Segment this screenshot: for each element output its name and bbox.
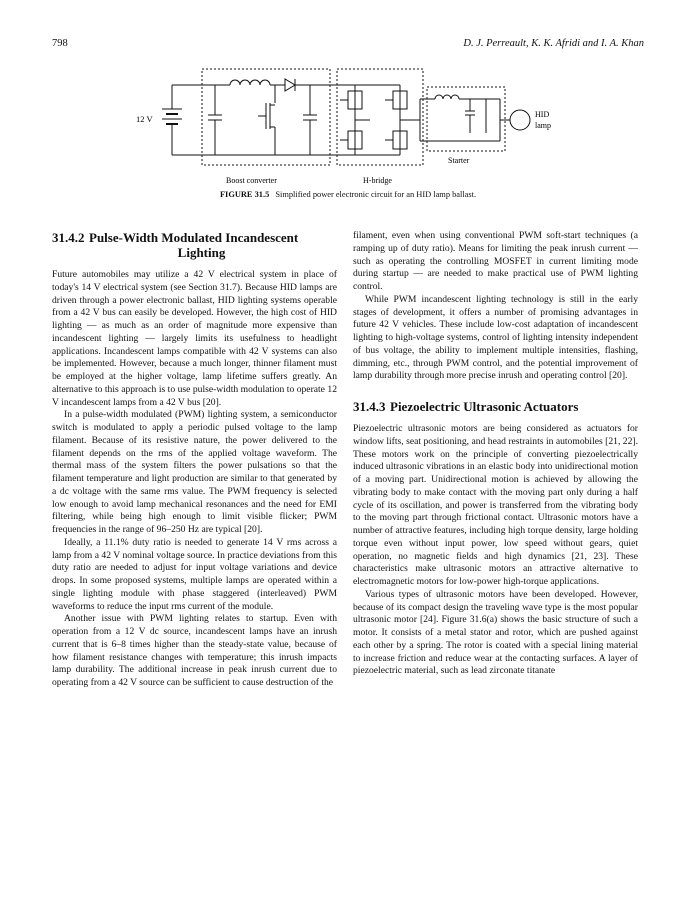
paragraph: Another issue with PWM lighting relates to startup. Even with operation from a 12 V dc source, incandescent lamps have an inrush current that is 6–8 times higher than the steady-state value, because of how filament resistance changes with temperature; this inrush impacts lamp durability. The additional increase in peak inrush current due to operating from a 42 V source can be sufficient to cause destruction of the: [52, 613, 337, 688]
figure-caption-text: Simplified power electronic circuit for an HID lamp ballast.: [275, 190, 477, 199]
starter-label: Starter: [448, 156, 470, 165]
right-column: [353, 230, 638, 678]
page-number: 798: [52, 38, 68, 49]
paragraph: filament, even when using conventional PWM soft-start techniques (a ramping up of duty ratio). Means for limiting the peak inrush current — such as operating the controlling MOSFET in current limiting mode during startup — are needed to make practical use of PWM lighting control.: [353, 230, 638, 292]
section-number: 31.4.3: [353, 399, 386, 414]
figure-caption: [0, 190, 696, 199]
paragraph: While PWM incandescent lighting technology is still in the early stages of development, it offers a number of promising advantages in future 42 V vehicles. These include low-cost adaptation of incandescent lighting to high-voltage systems, control of lighting intensity independent of bus voltage, the ability to implement multiple intensities, flashing, dimming, etc., through PWM control, and the potential improvement of lamp durability through more precise inrush and operating control [20].: [353, 293, 638, 382]
hid-lamp-symbol: [510, 110, 530, 130]
lamp-label-line2: lamp: [535, 121, 551, 130]
hid-ballast-circuit-diagram: [130, 63, 570, 195]
left-column: [52, 230, 337, 690]
paragraph: In a pulse-width modulated (PWM) lighting system, a semiconductor switch is modulated to apply a periodic pulsed voltage to the lamp filament. Because of its resistive nature, the power delivered to the filament depends on the rms of the applied voltage waveform. The thermal mass of the system filters the power pulsations so that the filament temperature and light production are similar to that generated by a dc voltage with the same rms value. The PWM frequency is selected low enough to avoid lamp mechanical resonances and the need for EMI filtering, while being high enough to limit visible flicker; PWM frequencies in the range of 96–250 Hz are typical [20].: [52, 409, 337, 535]
source-voltage-label: 12 V: [136, 114, 153, 124]
paragraph: Piezoelectric ultrasonic motors are being considered as actuators for window lifts, seat positioning, and head restraints in automobiles [21, 22]. These motors work on the principle of converting piezoelectrically induced ultrasonic vibrations in an elastic body into unidirectional motion of a moving part. Unidirectional motion is achieved by allowing the vibrating body to make contact with the moving part only during a half cycle of its oscillation, and power is transferred from the vibrating body to the moving part through frictional contact. Ultrasonic motors have a number of attractive features, including high torque density, large holding torque even without input power, low speed without gears, quiet operation, no magnetic fields and high dynamics [21, 23]. These characteristics make ultrasonic motors an attractive alternative to electromagnetic motors for low-power high-torque applications.: [353, 423, 638, 587]
figure-caption-label: FIGURE 31.5: [219, 190, 270, 199]
section-heading-31-4-2: [52, 230, 337, 260]
section-number: 31.4.2: [52, 230, 85, 245]
paragraph: Various types of ultrasonic motors have been developed. However, because of its compact design the traveling wave type is the most popular ultrasonic motor [24]. Figure 31.6(a) shows the basic structure of such a motor. It consists of a metal stator and rotor, which are pushed against each other by a spring. The rotor is coated with a special lining material to increase friction and reduce wear at the contacting surfaces. A layer of piezoelectric material, such as lead zirconate titanate: [353, 588, 638, 677]
section-title: Piezoelectric Ultrasonic Actuators: [390, 399, 579, 414]
section-title-line2: Lighting: [177, 245, 226, 260]
h-bridge-label: H-bridge: [363, 176, 392, 185]
paragraph: Ideally, a 11.1% duty ratio is needed to generate 14 V rms across a lamp from a 42 V nominal voltage source. In practice deviations from this duty ratio are needed to adjust for input voltage variations and device drops. In some proposed systems, multiple lamps are operated within a single lighting module with phase staggered (interleaved) PWM waveforms to reduce the input rms current of the module.: [52, 536, 337, 612]
lamp-label-line1: HID: [535, 110, 550, 119]
h-bridge-box: [337, 69, 423, 165]
running-header-authors: D. J. Perreault, K. K. Afridi and I. A. Khan: [463, 38, 644, 49]
paragraph: Future automobiles may utilize a 42 V electrical system in place of today's 14 V electrical system (see Section 31.7). Because HID lamps are driven through a power electronic ballast, HID lighting systems operable from a 42 V bus can easily be developed. However, the high cost of HID lighting — as much as an order of magnitude more expensive than incandescent lighting — largely limits its usefulness to headlight applications. Incandescent lamps compatible with 42 V systems can also be implemented. However, because a much longer, thinner filament must be employed at the higher voltage, lamp lifetime suffers greatly. An alternative to this approach is to use pulse-width modulation to operate 12 V incandescent lamps from a 42 V bus [20].: [52, 269, 337, 408]
boost-converter-label: Boost converter: [226, 176, 277, 185]
section-title-line1: Pulse-Width Modulated Incandescent: [89, 230, 299, 245]
section-heading-31-4-3: [353, 399, 638, 414]
